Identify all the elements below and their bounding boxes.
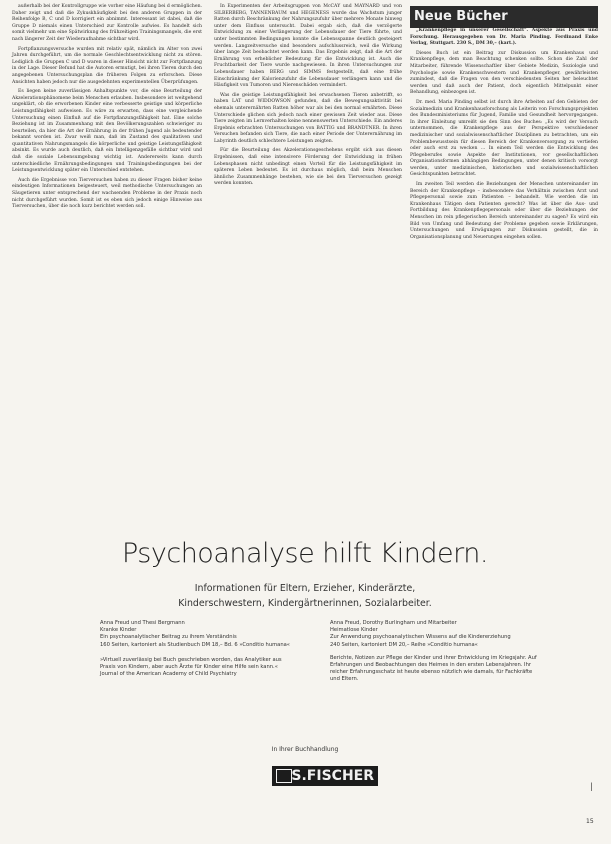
ad-title: Psychoanalyse hilft Kindern.	[122, 538, 488, 569]
right-column	[410, 28, 598, 244]
paragraph: Fortpflanzungsversuche wurden mit relativ spät, nämlich im Alter von zwei Jahren durchgeführt, um die normale Geschlechtsentwicklung nicht zu stören. Lediglich die Gruppen C und D waren in dieser Hinsicht nicht zur Fortpflanzung in der Lage. Dieser Befund hat die Autoren ermutigt, bei ihren Tieren durch den angegebenen Untersuchungsplan die früheren Folgen zu erforschen. Diese Ansichten haben jedoch nur die ausgedehnten experimentellen Überprüfungen.	[12, 46, 202, 85]
new-books-heading	[410, 6, 598, 28]
publisher-logo	[272, 766, 378, 786]
fish-logo-icon	[276, 769, 292, 783]
paragraph: Dieses Buch ist ein Beitrag zur Diskussion um Krankenhaus und Krankenpflege, dem man Beachtung schenken sollte. Schon die Zahl der Mitarbeiter, führende Wissenschaftler über Gebiete Medizin, Soziologie und Psychologie sowie Krankenschwestern und Krankenpfleger, gewährleisten zumindest, daß die Fragen von den verschiedensten Seiten her beleuchtet werden und daß auch der Patient, doch eigentlich Mittelpunkt einer Behandlung, einbezogen ist.	[410, 50, 598, 96]
ad-book-a	[100, 620, 290, 678]
book-quote: »Virtuell zuverlässig bei Buch geschrieben worden, das Analytiker aus Praxis von Kindern, aber auch Ärzte für Kinder eine Hilfe sein kann.« Journal of the American Academy of Child Psychiatry	[100, 656, 282, 678]
book-reference: „Krankenpflege in unserer Gesellschaft". Aspekte aus Praxis und Forschung. Herausgegeben von Dr. Maria Pinding. Ferdinand Enke Verlag, Stuttgart. 230 S., DM 30,– (kart.).	[410, 28, 598, 47]
ad-footer: In Ihrer Buchhandlung	[271, 746, 339, 753]
book-authors: Anna Freud und Thesi Bergmann	[100, 620, 185, 626]
heading-text: Neue Bücher	[414, 9, 508, 24]
ad-subtitle	[40, 581, 570, 611]
paragraph: Auch die Ergebnisse von Tierversuchen haben zu dieser Fragen bisher keine eindeutigen Informationen beigesteuert, weil methodische Untersuchungen an Säugetieren unter entsprechend der wachsenden Probleme in der Praxis noch nicht durchgeführt wurden. Somit ist es eben sich jedoch einige Hinweise aus Tierversuchen, über die noch kurz berichtet werden soll.	[12, 177, 202, 210]
advertisement	[40, 528, 570, 808]
publisher-name: S.FISCHER	[291, 768, 374, 784]
middle-column	[214, 4, 402, 191]
margin-mark: |	[590, 782, 593, 791]
book-authors: Anna Freud, Dorothy Burlingham und Mitarbeiter	[330, 620, 457, 626]
ad-book-b	[330, 620, 540, 684]
ad-subtitle-line: Informationen für Eltern, Erzieher, Kinderärzte,	[194, 583, 416, 594]
book-title: Kranke Kinder	[100, 627, 137, 634]
book-extra: Berichte, Notizen zur Pflege der Kinder und ihrer Entwicklung im Kriegsjahr. Auf Erfahrungen und Beobachtungen des Heimes in den ersten Lebensjahren. Ihr reicher Erfahrungsschatz ist heute ebenso nützlich wie damals, für Fachkräfte und Eltern.	[330, 654, 537, 683]
book-details: 160 Seiten, kartoniert als Studienbuch DM 18,– Bd. 6 »Conditio humana«	[100, 641, 290, 648]
paragraph: außerhalb bei der Kontrollgruppe wie vorher eine Häufung bei d ermöglichen. Daher zeigt und daß die Zykuskhäufigkeit bei den anderen Gruppen in der Reihenfolge B, C und D korrigiert ein abnimmt. Interessant ist dabei, daß die Gruppe D niemals einen Unterschied zur Kontrolle aufwies. Es handelt sich somit vielmehr um eine Spätwirkung des frühzeitigen Trainingsmangels, die erst nach längerer Zeit der Wiederaufnahme sichtbar wird.	[12, 4, 202, 42]
paragraph: Es liegen keine zuverlässigen Anhaltspunkte vor, die eine Beurteilung der Akzelerationsphänomene beim Menschen erlauben. Insbesondere ist weitgehend ungeklärt, ob die erworbenen Kinder eine verbesserte geistige und körperliche Leistungsfähigkeit aufweisen. Es wäre zu erwarten, dass eine vergleichende Untersuchung einen Einfluß auf die Fortpflanzungsfähigkeit hat. Eine solche Beziehung ist im Zusammenhang mit den Bevölkerungszahlen schwieriger zu beurteilen, da hier die Art der Ernährung in der frühen Jugend als bedeutender bekannt worden ist. Zwar weiß man, daß im Zustand des qualitativen und quantitativen Nahrungsmangels die körperliche und geistige Leistungsfähigkeit absinkt. Es wurde auch deutlich, daß ein Intelligenzgefälle sichtbar wird und daß die soziale Lebensumgebung wichtig ist. Andererseits kann durch unterschiedliche Ernährungsbedingungen und Trainingsbedingungen bei der Leistungsentwicklung später ein Unterschied entstehen.	[12, 89, 202, 174]
page-number: 15	[586, 818, 594, 825]
paragraph: Dr. med. Maria Pinding selbst ist durch ihre Arbeiten auf den Gebieten der Sozialmedizin und Krankenhausforschung als Leiterin von Forschungsprojekten des Bundesministeriums für Jugend, Familie und Gesundheit hervorgegangen. In ihrer Einleitung umreißt sie den Sinn des Buches: „Es wird der Versuch unternommen, die Krankenpflege aus der Perspektive verschiedener medizinischer und sozialwissenschaftlicher Disziplinen zu betrachten, um ein Problembewusstsein für diesen Bereich der Krankenversorgung zu vertiefen oder auch erst zu wecken … In einem Teil werden die Entwicklung des Pflegeberufes sowie Aspekte der Institutionen, vor gesellschaftlichen Organisationsformen abhängigen Bedingungen, unter denen kritisch vorsorgt werden, unter medizinischen, historischen und sozialwissenschaftlichen Gesichtspunkten betrachtet.	[410, 99, 598, 178]
paragraph: Im zweiten Teil werden die Beziehungen der Menschen untereinander im Bereich der Krankenpflege – insbesondere das Verhältnis zwischen Arzt und Pflegepersonal sowie zum Patienten – behandelt. Wie werden die im Krankenhaus Tätigen dem Patienten gerecht? Was ist über die Aus- und Fortbildung des Krankenpflegepersonals oder über die Beziehungen der Menschen im rein pflegerischen Bereich untereinander zu sagen? Es wird ein Bild von Umfang und Bedeutung der Probleme gegeben sowie Erklärungen, Untersuchungen und Erwägungen zur Diskussion gestellt, die in Organisationsplanung und Neuerungen eingehen sollen.	[410, 182, 598, 240]
paragraph: Für die Beurteilung des Akzelerationsgeschehens ergibt sich aus diesen Ergebnissen, daß eine intensivere Förderung der Entwicklung in frühen Lebensphasen nicht unbedingt einen Vorteil für die Leistungsfähigkeit im späteren Leben bedeutet. Es ist durchaus möglich, daß beim Menschen ähnliche Zusammenhänge bestehen, wie sie bei den Tierversuchen gezeigt werden konnten.	[214, 148, 402, 187]
left-column	[12, 4, 202, 214]
ad-subtitle-line: Kinderschwestern, Kindergärtnerinnen, Sozialarbeiter.	[178, 598, 432, 609]
book-desc: Ein psychoanalytischer Beitrag zu ihrem Verständnis	[100, 634, 237, 641]
book-details: 240 Seiten, kartoniert DM 20,– Reihe »Conditio humana«	[330, 641, 478, 648]
paragraph: In Experimenten der Arbeitsgruppen von McCAY und MAYNARD und von SILBERBERG, TANNENBAUM und HEGENESS wurde das Wachstum junger Ratten durch Beschränkung der Nahrungszufuhr über mehrere Monate hinweg unter dem Einfluss untersucht. Dabei ergab sich, daß die verzögerte Entwicklung zu einer Verlängerung der Lebensdauer der Tiere führte, und unter bestimmten Bedingungen konnte die Lebensspanne deutlich gesteigert werden. Langzeitversuche sind besonders aufschlussreich, weil die Wirkung über lange Zeit beobachtet werden kann. Das Ergebnis zeigt, daß die Art der Ernährung von erheblicher Bedeutung für die Entwicklung ist. Auch die Fruchtbarkeit der Tiere wurde nachgewiesen. In ihren Untersuchungen zur Lebensdauer haben BERG und SIMMS festgestellt, daß eine frühe Einschränkung der Kalorienzufuhr die Lebensdauer verlängern kann und die Häufigkeit von Tumoren und Nierenschäden vermindert.	[214, 4, 402, 89]
book-desc: Zur Anwendung psychoanalytischen Wissens auf die Kindererziehung	[330, 634, 511, 641]
paragraph: Was die geistige Leistungsfähigkeit bei erwachsenen Tieren anbetrifft, so haben LAT und WIDDOWSON gefunden, daß die Bewegungsaktivität bei ehemals unterernährten Ratten höher war als bei den normal ernährten. Diese Unterschiede glichen sich jedoch nach einer gewissen Zeit wieder aus. Diese Tiere zeigten im Lernverhalten keine nennenswerten Unterschiede. Ein anderes Ergebnis erbrachten Untersuchungen von BATTIG und BRANDTNER. In ihren Versuchen befanden sich Tiere, die nach einer Periode der Unterernährung im Labyrinth deutlich schlechtere Leistungen zeigten.	[214, 92, 402, 144]
book-title: Heimatlose Kinder	[330, 627, 378, 634]
